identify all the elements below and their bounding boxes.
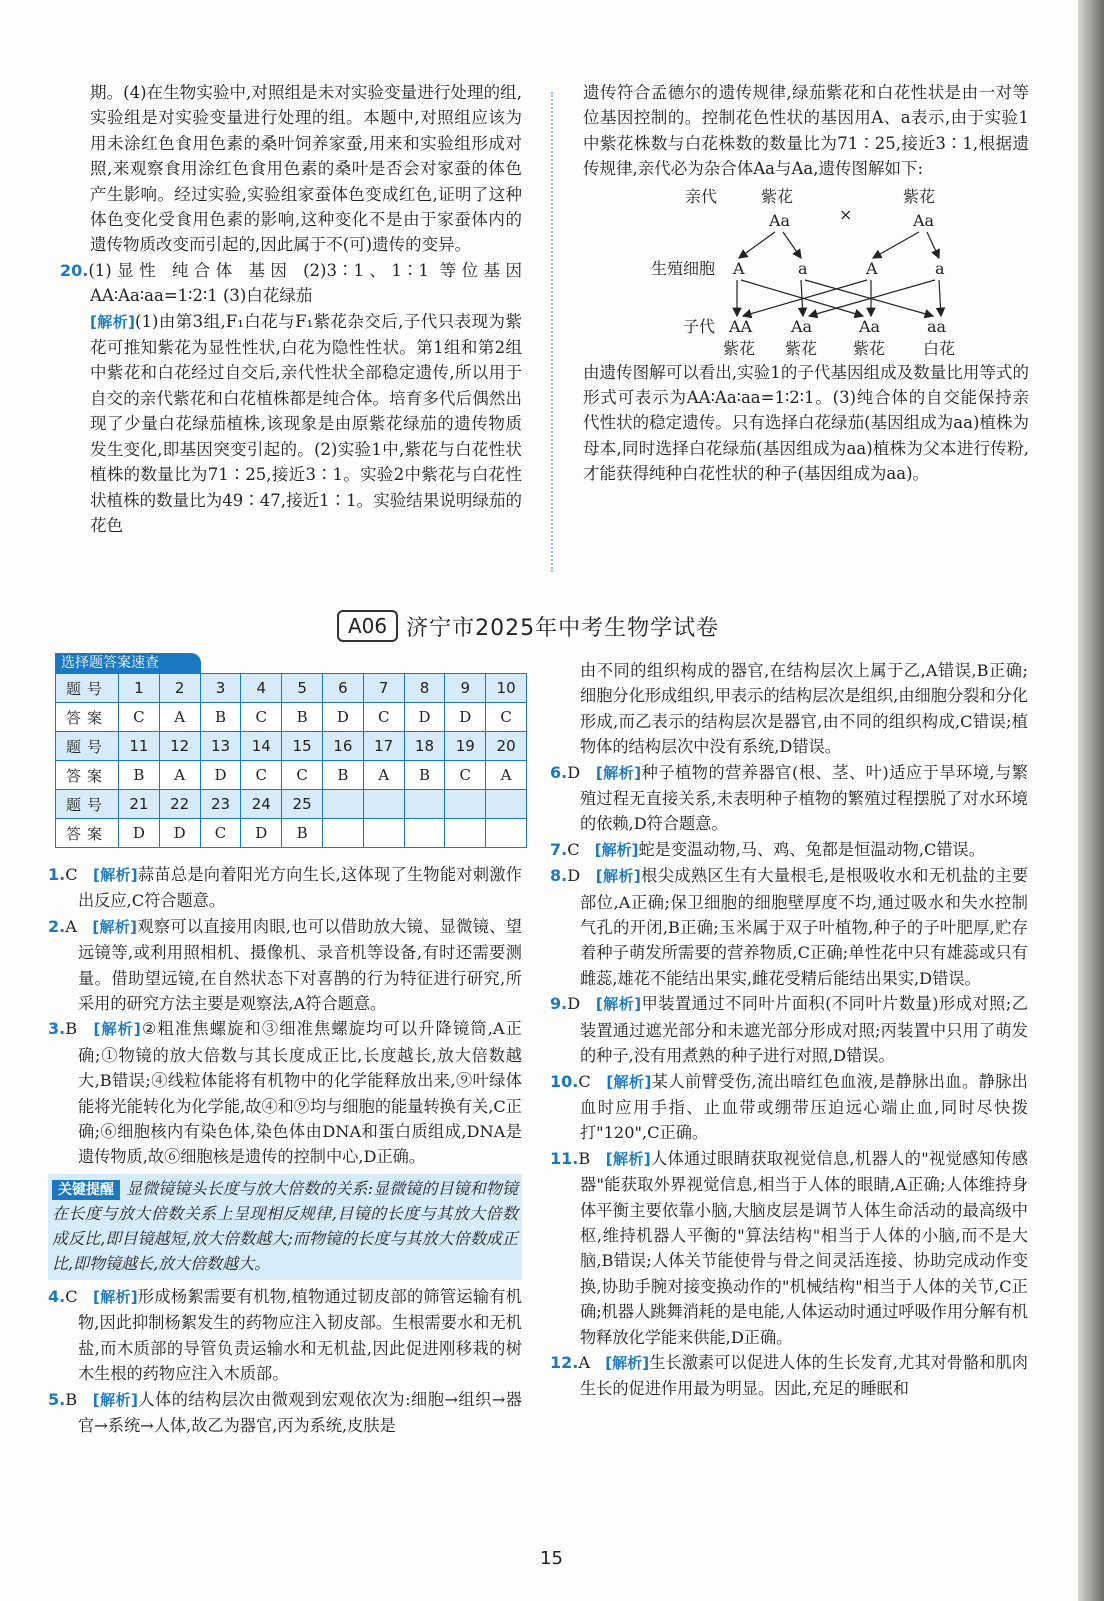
answer-cell: C (200, 819, 241, 848)
analysis-tag: [解析] (92, 917, 138, 936)
answer-item-11 (550, 1146, 1028, 1350)
q20-analysis-continued: 遗传符合孟德尔的遗传规律,绿茄紫花和白花性状是由一对等位基因控制的。控制花色性状的基因用A、a表示,由于实验1中紫花株数与白花株数的数量比为71∶25,接近3∶1,根据遗传规律,亲代必为杂合体Aa与Aa,遗传图解如下: (583, 83, 1029, 179)
question-header-cell: 题号 (56, 790, 119, 819)
question-number-cell (486, 790, 527, 819)
item-number: 10. (550, 1071, 579, 1091)
item-analysis-text: 观察可以直接用肉眼,也可以借助放大镜、显微镜、望远镜等,或利用照相机、摄像机、录音机等设备,有时还需要测量。借助望远镜,在自然状态下对喜鹊的行为特征进行研究,所采用的研究方法主要是观察法,A符合题意。 (78, 916, 522, 1014)
item-analysis-text: 生长激素可以促进人体的生长发育,尤其对骨骼和肌肉生长的促进作用最为明显。因此,充足的睡眠和 (580, 1352, 1028, 1399)
item-answer: A (578, 1352, 591, 1372)
answer-table-question-row (56, 674, 527, 703)
item-analysis-text: 人体的结构层次由微观到宏观依次为:细胞→组织→器官→系统→人体,故乙为器官,丙为系统,皮肤是 (78, 1389, 522, 1435)
analysis-tag: [解析] (595, 995, 642, 1014)
item-number: 2. (48, 916, 66, 936)
item-number: 1. (48, 865, 66, 884)
answer-cell: A (159, 703, 200, 732)
answer-cell: B (119, 761, 160, 790)
item-analysis-text: 形成杨絮需要有机物,植物通过韧皮部的筛管运输有机物,因此抑制杨絮发生的药物应注入韧皮部。生根需要水和无机盐,而木质部的导管负责运输水和无机盐,因此促进刚移栽的树木生根的药物应注入木质部。 (78, 1286, 522, 1384)
item-answer: D (567, 994, 581, 1014)
section-title-text: 济宁市2025年中考生物学试卷 (406, 615, 720, 641)
answer-cell: C (119, 703, 160, 732)
arrow-g4-o4 (939, 280, 941, 316)
answer-cell: A (486, 761, 527, 790)
item-number: 5. (48, 1389, 66, 1409)
question-number-cell: 6 (322, 674, 363, 703)
item-answer: C (65, 865, 78, 884)
question-number-cell: 13 (200, 732, 241, 761)
offspring-genotype-3: Aa (859, 316, 881, 336)
q5-continuation: 由不同的组织构成的器官,在结构层次上属于乙,A错误,B正确;细胞分化形成组织,甲表示的结构层次是组织,由细胞分裂和分化形成,而乙表示的结构层次是器官,由不同的组织构成,C错误;植物体的结构层次中没有系统,D错误。 (580, 661, 1028, 757)
answer-cell: D (159, 819, 200, 848)
offspring-genotype-2: Aa (791, 316, 813, 336)
question-number-cell: 21 (119, 790, 160, 819)
answer-header-cell: 答案 (56, 819, 119, 848)
analysis-tag: [解析] (92, 1390, 138, 1409)
analysis-tag: [解析] (93, 1020, 141, 1039)
section-badge: A06 (337, 610, 398, 642)
genetic-cross-diagram (583, 182, 1029, 360)
answer-table-label: 选择题答案速查 (55, 653, 201, 673)
question-number-cell: 10 (486, 674, 527, 703)
item-answer: C (578, 1071, 591, 1091)
answer-cell (445, 819, 486, 848)
analysis-tag: [解析] (93, 866, 138, 884)
answer-item-9 (550, 991, 1028, 1068)
analysis-tag: [解析] (595, 867, 641, 886)
gamete-label: 生殖细胞 (651, 258, 716, 278)
question-number-cell: 16 (322, 732, 363, 761)
item-analysis-text: 种子植物的营养器官(根、茎、叶)适应于旱环境,与繁殖过程无直接关系,未表明种子植物的繁殖过程摆脱了对水环境的依赖,D符合题意。 (580, 762, 1028, 834)
item-number: 7. (550, 839, 568, 859)
answer-cell: B (404, 761, 445, 790)
answer-cell: C (241, 761, 282, 790)
question-number-cell: 15 (282, 732, 323, 761)
answer-cell: B (200, 703, 241, 732)
page-number: 15 (540, 1548, 563, 1569)
item-answer: C (65, 1286, 78, 1306)
answer-item-7 (550, 837, 1028, 863)
question-number-cell: 19 (445, 732, 486, 761)
answer-table (55, 673, 527, 848)
q19-continuation: 期。(4)在生物实验中,对照组是未对实验变量进行处理的组,实验组是对实验变量进行处理的组。本题中,对照组应该为用未涂红色食用色素的桑叶饲养家蚕,用来和实验组形成对照,来观察食用涂红色食用色素的桑叶是否会对家蚕的体色产生影响。经过实验,实验组家蚕体色变成红色,证明了这种体色变化受食用色素的影响,这种变化不是由于家蚕体内的遗传物质改变而引起的,因此属于不(可)遗传的变异。 (90, 83, 522, 255)
offspring-label: 子代 (683, 316, 716, 336)
item-analysis-text: ②粗准焦螺旋和③细准焦螺旋均可以升降镜筒,A正确;①物镜的放大倍数与其长度成正比,长度越长,放大倍数越大,B错误;④线粒体能将有机物中的化学能释放出来,⑨叶绿体能将光能转化为化学能,故④和⑨均与细胞的能量转换有关,C正确;⑥细胞核内有染色体,染色体由DNA和蛋白质组成,DNA是遗传物质,故⑥细胞核是遗传的控制中心,D正确。 (78, 1019, 522, 1167)
parent1-trait: 紫花 (761, 186, 794, 206)
question-number-cell (363, 790, 404, 819)
item-answer: C (567, 839, 580, 859)
answer-table-question-row (56, 732, 527, 761)
question-number-cell: 17 (363, 732, 404, 761)
item-answer: A (65, 916, 77, 936)
item-analysis-text: 人体通过眼睛获取视觉信息,机器人的"视觉感知传感器"能获取外界视觉信息,相当于人体的眼睛,A正确;人体维持身体平衡主要依靠小脑,大脑皮层是调节人体生命活动的最高级中枢,维持机器人平衡的"算法结构"相当于人体的小脑,而不是大脑,B错误;人体关节能使骨与骨之间灵活连接、协助完成动作变换,协助手腕对接变换动作的"机械结构"相当于人体的关节,C正确;机器人跳舞消耗的是电能,人体运动时通过呼吸作用分解有机物释放化学能来供能,D正确。 (580, 1148, 1028, 1347)
question-number-cell (445, 790, 486, 819)
arrow-p1-gA (739, 232, 775, 258)
gamete-4: a (935, 258, 945, 278)
section-title (337, 609, 719, 643)
offspring-genotype-4: aa (927, 316, 947, 336)
bottom-right-column (550, 658, 1028, 1402)
answer-cell: C (486, 703, 527, 732)
item-number: 9. (550, 994, 568, 1014)
parent2-trait: 紫花 (903, 186, 936, 206)
q20-answer-text: (1)显性 纯合体 基因 (2)3∶1、1∶1 等位基因 AA∶Aa∶aa=1∶2∶1 (3)白花绿茄 (88, 260, 522, 306)
page-edge-shadow (1078, 0, 1104, 1601)
item-answer: B (65, 1389, 78, 1409)
question-number-cell: 11 (119, 732, 160, 761)
answer-cell: D (445, 703, 486, 732)
answer-item-1 (48, 862, 522, 914)
q20-number: 20. (60, 260, 89, 280)
answer-item-3 (48, 1016, 522, 1169)
item-answer: B (578, 1148, 591, 1168)
answer-header-cell: 答案 (56, 761, 119, 790)
item-number: 4. (48, 1286, 66, 1306)
question-number-cell: 5 (282, 674, 323, 703)
arrow-g2-o4 (805, 280, 933, 316)
gamete-1: A (733, 258, 745, 278)
q20-analysis-text: (1)由第3组,F₁白花与F₁紫花杂交后,子代只表现为紫花可推知紫花为显性性状,白花为隐性性状。第1组和第2组中紫花和白花经过自交后,亲代性状全部稳定遗传,所以用于自交的亲代紫花和白花植株都是纯合体。培育多代后偶然出现了少量白花绿茄植株,该现象是由原紫花绿茄的遗传物质发生变化,即基因突变引起的。(2)实验1中,紫花与白花性状植株的数量比为71∶25,接近3∶1。实验2中紫花与白花性状植株的数量比为49∶47,接近1∶1。实验结果说明绿茄的花色 (90, 311, 522, 535)
answer-cell: D (119, 819, 160, 848)
question-number-cell: 18 (404, 732, 445, 761)
answer-cell: C (445, 761, 486, 790)
question-number-cell: 24 (241, 790, 282, 819)
gamete-2: a (798, 258, 808, 278)
question-number-cell: 1 (119, 674, 160, 703)
question-number-cell: 22 (159, 790, 200, 819)
key-tip-box (48, 1174, 522, 1280)
key-tip-text: 显微镜镜头长度与放大倍数的关系:显微镜的目镜和物镜在长度与放大倍数关系上呈现相反规律,目镜的长度与其放大倍数成反比,即目镜越短,放大倍数越大;而物镜的长度与其放大倍数成正比,即物镜越长,放大倍数越大。 (52, 1178, 518, 1273)
question-number-cell: 2 (159, 674, 200, 703)
question-number-cell: 23 (200, 790, 241, 819)
answer-table-answer-row (56, 819, 527, 848)
answer-cell: A (159, 761, 200, 790)
q20-conclusion: 由遗传图解可以看出,实验1的子代基因组成及数量比用等式的形式可表示为AA∶Aa∶aa=1∶2∶1。(3)纯合体的自交能保持亲代性状的稳定遗传。只有选择白花绿茄(基因组成为aa)植株为母本,同时选择白花绿茄(基因组成为aa)植株为父本进行传粉,才能获得纯种白花性状的种子(基因组成为aa)。 (583, 362, 1029, 484)
q20-answer (60, 258, 522, 309)
arrow-g3-o1 (743, 280, 867, 316)
question-number-cell (322, 790, 363, 819)
answer-cell: C (282, 761, 323, 790)
answer-header-cell: 答案 (56, 703, 119, 732)
item-answer: B (65, 1019, 78, 1039)
answer-cell: C (241, 703, 282, 732)
analysis-tag: [解析] (90, 312, 136, 331)
answer-item-6 (550, 760, 1028, 837)
answer-cell: D (404, 703, 445, 732)
question-number-cell: 25 (282, 790, 323, 819)
answer-table-answer-row (56, 761, 527, 790)
item-analysis-text: 根尖成熟区生有大量根毛,是根吸收水和无机盐的主要部位,A正确;保卫细胞的细胞壁厚度不均,通过吸水和失水控制气孔的开闭,B正确;玉米属于双子叶植物,种子的子叶肥厚,贮存着种子萌发所需要的营养物质,C正确;单性花中只有雄蕊或只有雌蕊,雄花不能结出果实,雌花受精后能结出果实,D错误。 (580, 866, 1028, 988)
analysis-tag: [解析] (606, 1072, 652, 1091)
item-number: 6. (550, 762, 568, 782)
offspring-trait-2: 紫花 (785, 338, 818, 358)
question-header-cell: 题号 (56, 674, 119, 703)
answer-item-8 (550, 863, 1028, 991)
analysis-tag: [解析] (605, 1149, 651, 1168)
question-number-cell: 7 (363, 674, 404, 703)
question-number-cell (404, 790, 445, 819)
parent2-genotype: Aa (913, 210, 935, 230)
item-number: 8. (550, 866, 568, 886)
answer-cell: D (241, 819, 282, 848)
answer-cell: D (322, 703, 363, 732)
answer-table-answer-row (56, 703, 527, 732)
question-number-cell: 20 (486, 732, 527, 761)
answer-item-4 (48, 1284, 522, 1387)
gamete-3: A (866, 258, 878, 278)
answer-cell: C (363, 703, 404, 732)
arrow-p2-gA (873, 232, 919, 258)
bottom-left-column (48, 862, 522, 1438)
question-number-cell: 4 (241, 674, 282, 703)
answer-cell: D (200, 761, 241, 790)
arrow-g4-o2 (809, 280, 935, 316)
item-answer: D (567, 762, 581, 782)
parent-label: 亲代 (685, 186, 718, 206)
offspring-trait-1: 紫花 (723, 338, 756, 358)
q20-analysis (60, 309, 522, 539)
question-number-cell: 9 (445, 674, 486, 703)
offspring-trait-3: 紫花 (853, 338, 886, 358)
arrow-p1-ga (783, 232, 801, 258)
answer-cell (322, 819, 363, 848)
item-analysis-text: 某人前臂受伤,流出暗红色血液,是静脉出血。静脉出血时应用手指、止血带或绷带压迫远心端止血,同时尽快拨打"120",C正确。 (580, 1071, 1028, 1143)
item-number: 11. (550, 1148, 579, 1168)
cross-symbol: × (839, 204, 853, 224)
analysis-tag: [解析] (594, 840, 639, 859)
question-number-cell: 3 (200, 674, 241, 703)
question-number-cell: 14 (241, 732, 282, 761)
top-right-column (583, 80, 1029, 487)
answer-cell (486, 819, 527, 848)
item-answer: D (567, 866, 581, 886)
offspring-trait-4: 白花 (923, 338, 956, 358)
answer-cell (363, 819, 404, 848)
analysis-tag: [解析] (595, 763, 642, 782)
question-number-cell: 12 (159, 732, 200, 761)
top-left-column (60, 80, 522, 538)
answer-item-2 (48, 914, 522, 1017)
answer-cell: A (363, 761, 404, 790)
answer-table-question-row (56, 790, 527, 819)
answer-cell: B (282, 819, 323, 848)
answer-cell: B (322, 761, 363, 790)
parent1-genotype: Aa (769, 210, 791, 230)
answer-item-5 (48, 1387, 522, 1439)
analysis-tag: [解析] (605, 1353, 650, 1372)
column-divider (551, 92, 553, 572)
offspring-genotype-1: AA (729, 316, 753, 336)
arrow-p2-ga (927, 232, 939, 258)
answer-cell: B (282, 703, 323, 732)
answer-cell (404, 819, 445, 848)
item-analysis-text: 蒜苗总是向着阳光方向生长,这体现了生物能对刺激作出反应,C符合题意。 (78, 865, 522, 911)
analysis-tag: [解析] (93, 1287, 138, 1306)
item-number: 3. (48, 1019, 66, 1039)
item-analysis-text: 甲装置通过不同叶片面积(不同叶片数量)形成对照;乙装置通过遮光部分和未遮光部分形成对照;丙装置中只用了萌发的种子,没有用煮熟的种子进行对照,D错误。 (580, 994, 1028, 1066)
answer-item-12 (550, 1350, 1028, 1402)
item-analysis-text: 蛇是变温动物,马、鸡、兔都是恒温动物,C错误。 (638, 839, 985, 859)
question-number-cell: 8 (404, 674, 445, 703)
key-tip-tag: 关键提醒 (52, 1180, 120, 1200)
item-number: 12. (550, 1352, 579, 1372)
answer-item-10 (550, 1069, 1028, 1146)
question-header-cell: 题号 (56, 732, 119, 761)
